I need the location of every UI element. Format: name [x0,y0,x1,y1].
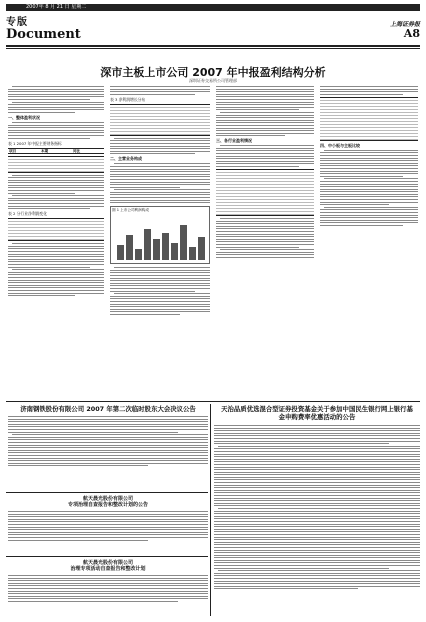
table-caption: 表 3 净利润增长分布 [110,96,146,102]
masthead-block [390,19,420,40]
table-caption: 表 2 分行业净利润变化 [8,211,48,217]
date-line: 2007年 8 月 21 日 星期二 [26,4,87,10]
body-text [320,86,418,95]
announcement-text [214,425,420,589]
table-header: 项目 [8,148,40,153]
chart-figure [110,206,210,264]
table-body [320,97,418,141]
announcement-company: 航天晨光股份有限公司 [82,496,133,502]
paper-name: 上海证券报 [389,21,420,28]
body-text [216,145,314,167]
section-subhead: 四、中小板与主板比较 [320,142,360,148]
section-subhead: 一、整体盈利状况 [8,114,40,120]
page-number: A8 [403,27,420,40]
body-text [8,86,104,113]
ad-section-rule [6,401,420,402]
announcement-title: 天治品质优选混合型证券投资基金关于参加中国民生银行网上银行基金申购费率优惠活动的公告 [221,405,413,421]
body-text [110,267,210,315]
table-header: 同比 [72,148,104,153]
table-header: 本期 [40,148,72,153]
article-headline: 深市主板上市公司 2007 年中报盈利结构分析 [100,66,326,79]
article-column-4 [320,86,418,228]
body-text [320,150,418,226]
announcement-block [8,496,208,554]
announcement-title: 治理专项活动自查报告和整改计划 [70,566,146,572]
ad-column-divider [210,404,211,616]
body-text [110,163,210,203]
body-text [8,175,104,210]
table-body [8,156,104,173]
section-label-en: Document [6,27,81,42]
body-text [216,218,314,258]
date-strip [6,4,420,11]
announcement-title: 专项治理自查报告和整改计划的公告 [67,502,148,508]
announcement-text [8,511,208,541]
header-rule [6,45,420,47]
section-label: 专版 [6,17,28,28]
section-title-block [6,13,81,42]
chart-caption: 图 1 上市公司利润构成 [112,208,149,213]
header-rule-thin [6,48,420,49]
article-column-3 [216,86,314,260]
announcement-block [214,405,420,615]
body-text [110,138,210,155]
section-subhead: 三、各行业盈利情况 [216,138,252,144]
ad-rule [6,556,208,557]
body-text [216,86,314,136]
table-body [216,169,314,216]
data-table [8,148,104,154]
ad-rule [6,492,208,493]
announcement-block [8,560,208,616]
body-text [110,86,210,95]
announcement-text [8,575,208,602]
body-text [8,243,104,296]
chart-bars [117,221,205,260]
article-column-1 [8,86,104,298]
table-body [8,218,104,241]
announcement-company: 航天晨光股份有限公司 [82,560,133,566]
announcement-block [8,405,208,491]
body-text [8,122,104,139]
article-byline: 深圳证券交易所公司管理部 [189,78,237,83]
article-column-2 [110,86,210,317]
table-body [110,104,210,136]
table-caption: 表 1 2007 年中报主要财务指标 [8,140,62,146]
section-subhead: 二、主营业务构成 [110,156,142,162]
announcement-title: 济南钢铁股份有限公司 2007 年第二次临时股东大会决议公告 [20,405,196,413]
announcement-text [8,416,208,466]
